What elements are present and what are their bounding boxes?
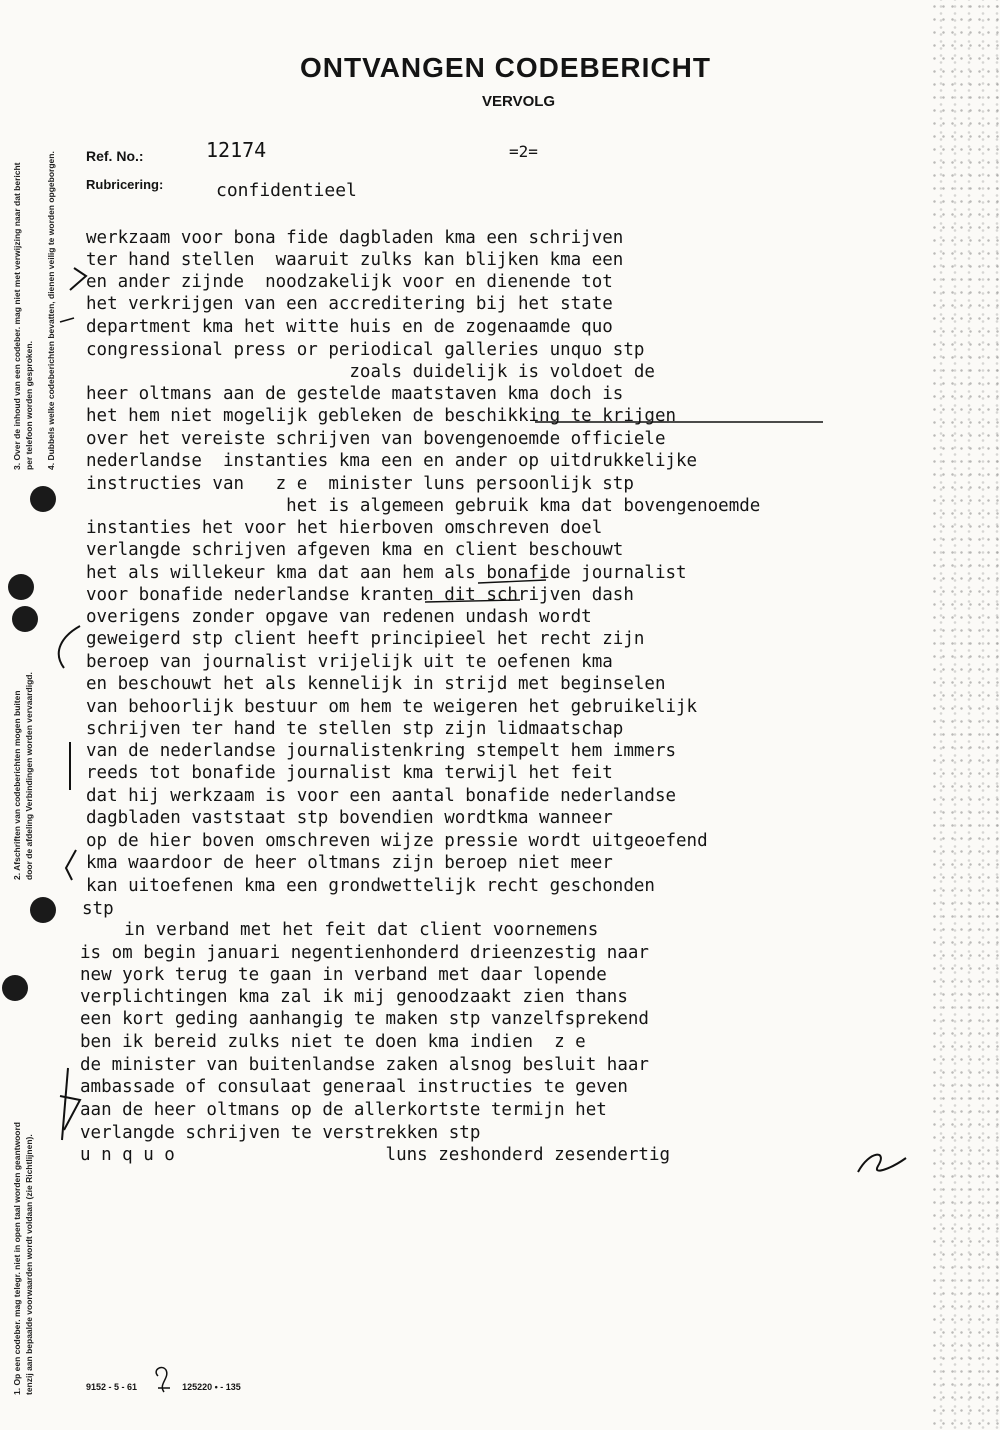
body-line: kma waardoor de heer oltmans zijn beroep niet meer <box>86 853 613 873</box>
classification-value: confidentieel <box>216 180 357 201</box>
body-line: dat hij werkzaam is voor een aantal bonafide nederlandse <box>86 786 677 806</box>
body-line: instanties het voor het hierboven omschreven doel <box>86 518 603 538</box>
body-line: over het vereiste schrijven van bovengenoemde officiele <box>86 429 666 449</box>
body-line: het is algemeen gebruik kma dat bovengenoemde <box>86 496 761 516</box>
initials-mark <box>858 1155 906 1172</box>
margin-note: 1. Op een codeber. mag telegr. niet in open taal worden geantwoord <box>12 1122 22 1395</box>
body-line: voor bonafide nederlandse kranten dit schrijven dash <box>86 585 634 605</box>
body-line: is om begin januari negentienhonderd drieenzestig naar <box>80 943 649 963</box>
body-line: het hem niet mogelijk gebleken de beschikking te krijgen <box>86 406 677 426</box>
tick-mark <box>66 850 76 880</box>
body-line: van behoorlijk bestuur om hem te weigeren het gebruikelijk <box>86 697 698 717</box>
document-title: ONTVANGEN CODEBERICHT <box>300 52 711 83</box>
classification-label: Rubricering: <box>86 177 164 192</box>
document-subtitle: VERVOLG <box>482 93 556 110</box>
body-line: overigens zonder opgave van redenen undash wordt <box>86 607 592 627</box>
body-line: nederlandse instanties kma een en ander op uitdrukkelijke <box>86 451 698 471</box>
underline-mark <box>478 580 546 583</box>
body-line: u n q u o luns zeshonderd zesendertig <box>80 1145 671 1165</box>
margin-note: tenzij aan bepaalde voorwaarden wordt voldaan (zie Richtlijnen). <box>24 1134 34 1395</box>
margin-note: door de afdeling Verbindingen worden vervaardigd. <box>24 672 34 880</box>
print-number: 125220 • - 135 <box>182 1382 241 1392</box>
body-line: kan uitoefenen kma een grondwettelijk recht geschonden <box>86 876 655 896</box>
body-line: zoals duidelijk is voldoet de <box>86 362 655 382</box>
margin-note: 2. Afschriften van codeberichten mogen buiten <box>12 690 22 880</box>
body-line: stp <box>82 899 114 919</box>
margin-note: per telefoon worden gesproken. <box>24 341 34 470</box>
ref-number: 12174 <box>206 138 267 162</box>
body-line: en ander zijnde noodzakelijk voor en dienende tot <box>86 272 613 292</box>
body-line: op de hier boven omschreven wijze pressie wordt uitgeoefend <box>86 831 708 851</box>
body-line: beroep van journalist vrijelijk uit te oefenen kma <box>86 652 613 672</box>
body-line: de minister van buitenlandse zaken alsnog besluit haar <box>80 1055 649 1075</box>
body-line: van de nederlandse journalistenkring stempelt hem immers <box>86 741 677 761</box>
body-line: congressional press or periodical galleries unquo stp <box>86 340 645 360</box>
body-line: verlangde schrijven te verstrekken stp <box>80 1123 481 1143</box>
margin-note: 4. Dubbels welke codeberichten bevatten, dienen veilig te worden opgeborgen. <box>46 151 56 470</box>
form-code <box>86 1382 241 1392</box>
body-line: ben ik bereid zulks niet te doen kma indien z e <box>80 1032 586 1052</box>
body-line: en beschouwt het als kennelijk in strijd met beginselen <box>86 674 666 694</box>
body-line: heer oltmans aan de gestelde maatstaven kma doch is <box>86 384 624 404</box>
body-line: dagbladen vaststaat stp bovendien wordtkma wanneer <box>86 808 613 828</box>
form-number: 9152 - 5 - 61 <box>86 1382 138 1392</box>
bracket-mark <box>59 626 80 668</box>
body-line: aan de heer oltmans op de allerkortste termijn het <box>80 1100 607 1120</box>
body-line: reeds tot bonafide journalist kma terwijl het feit <box>86 763 613 783</box>
tick-mark <box>60 318 74 322</box>
body-line: schrijven ter hand te stellen stp zijn lidmaatschap <box>86 719 624 739</box>
body-line: verlangde schrijven afgeven kma en client beschouwt <box>86 540 624 560</box>
body-line: werkzaam voor bona fide dagbladen kma een schrijven <box>86 228 624 248</box>
body-line: het als willekeur kma dat aan hem als bonafide journalist <box>86 563 687 583</box>
body-line: het verkrijgen van een accreditering bij het state <box>86 294 613 314</box>
tick-mark <box>70 268 86 290</box>
margin-note: 3. Over de inhoud van een codeber. mag niet met verwijzing naar dat bericht <box>12 162 22 470</box>
body-line: ter hand stellen waaruit zulks kan blijken kma een <box>86 250 624 270</box>
body-line: department kma het witte huis en de zogenaamde quo <box>86 317 613 337</box>
body-line: new york terug te gaan in verband met daar lopende <box>80 965 607 985</box>
body-line: een kort geding aanhangig te maken stp vanzelfsprekend <box>80 1009 649 1029</box>
ref-label: Ref. No.: <box>86 148 144 164</box>
body-line: in verband met het feit dat client voornemens <box>82 920 599 940</box>
body-line: instructies van z e minister luns persoonlijk stp <box>86 474 634 494</box>
underline-mark <box>425 600 520 602</box>
body-line: verplichtingen kma zal ik mij genoodzaakt zien thans <box>80 987 628 1007</box>
body-line: geweigerd stp client heeft principieel het recht zijn <box>86 629 645 649</box>
page-marker: =2= <box>509 142 538 161</box>
body-line: ambassade of consulaat generaal instructies te geven <box>80 1077 628 1097</box>
